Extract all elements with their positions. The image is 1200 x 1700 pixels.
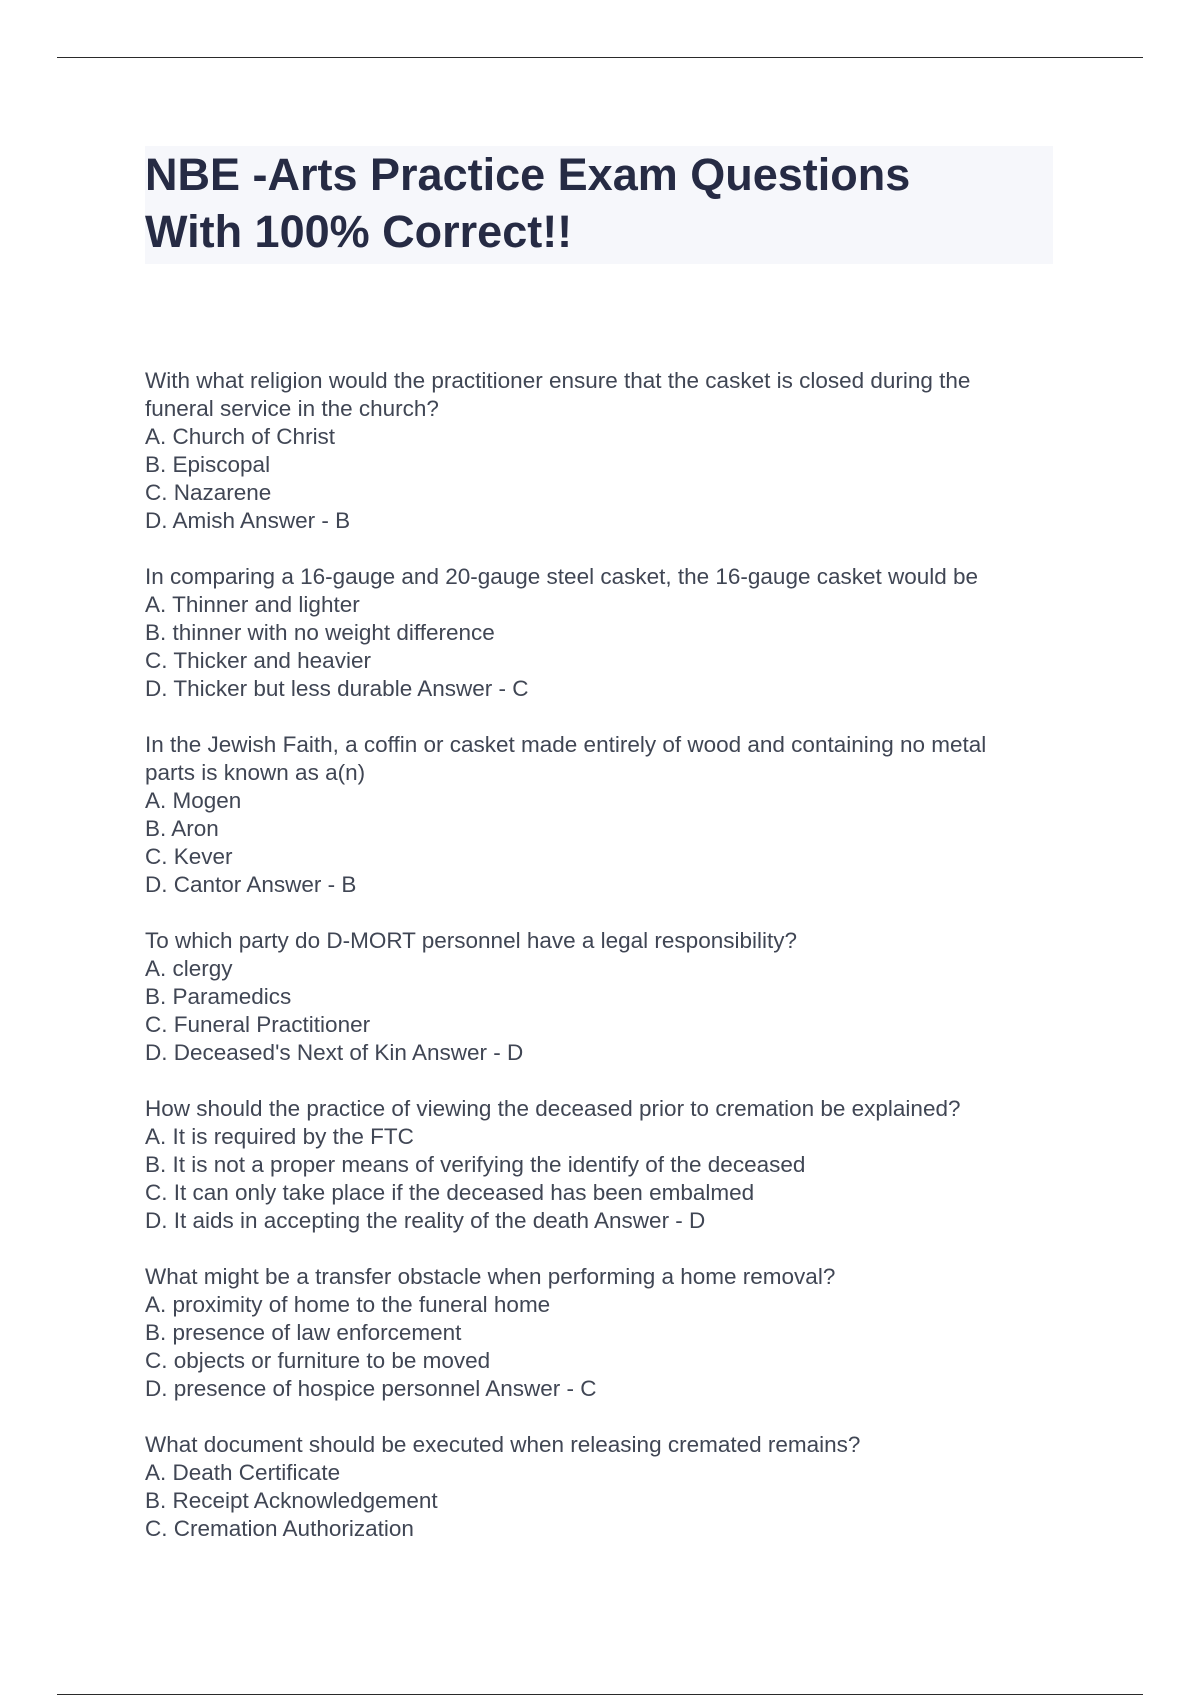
question-prompt: In the Jewish Faith, a coffin or casket made entirely of wood and containing no metal bbox=[145, 732, 987, 757]
question-prompt: What document should be executed when releasing cremated remains? bbox=[145, 1432, 861, 1457]
option-b: B. Receipt Acknowledgement bbox=[145, 1488, 438, 1513]
option-b: B. Paramedics bbox=[145, 984, 292, 1009]
option-d: D. presence of hospice personnel bbox=[145, 1376, 481, 1401]
option-a: A. Church of Christ bbox=[145, 424, 336, 449]
option-c: C. Thicker and heavier bbox=[145, 648, 371, 673]
question-list bbox=[145, 367, 1065, 1571]
option-a: A. It is required by the FTC bbox=[145, 1124, 414, 1149]
option-d-with-answer bbox=[145, 1039, 1065, 1067]
option-b: B. thinner with no weight difference bbox=[145, 620, 495, 645]
bottom-rule bbox=[57, 1694, 1143, 1695]
option-b: B. Aron bbox=[145, 816, 219, 841]
question-prompt: funeral service in the church? bbox=[145, 396, 439, 421]
answer-label: Answer - C bbox=[485, 1376, 597, 1401]
answer-label: Answer - D bbox=[411, 1040, 524, 1065]
option-c: C. Kever bbox=[145, 844, 233, 869]
question-prompt: To which party do D-MORT personnel have a legal responsibility? bbox=[145, 928, 797, 953]
option-c: C. It can only take place if the deceased has been embalmed bbox=[145, 1180, 755, 1205]
option-b: B. Episcopal bbox=[145, 452, 271, 477]
option-b: B. presence of law enforcement bbox=[145, 1320, 462, 1345]
title-line-2: With 100% Correct!! bbox=[145, 206, 573, 257]
answer-label: Answer - B bbox=[246, 872, 357, 897]
option-a: A. clergy bbox=[145, 956, 233, 981]
option-c: C. Nazarene bbox=[145, 480, 272, 505]
option-b: B. It is not a proper means of verifying the identify of the deceased bbox=[145, 1152, 806, 1177]
option-d-with-answer bbox=[145, 1207, 1065, 1235]
answer-label: Answer - D bbox=[594, 1208, 706, 1233]
question-5 bbox=[145, 1095, 1065, 1235]
question-3 bbox=[145, 731, 1065, 899]
option-d-with-answer bbox=[145, 675, 1065, 703]
answer-label: Answer - C bbox=[417, 676, 529, 701]
question-6 bbox=[145, 1263, 1065, 1403]
top-rule bbox=[57, 57, 1143, 58]
question-prompt: With what religion would the practitioner ensure that the casket is closed during the bbox=[145, 368, 971, 393]
question-4 bbox=[145, 927, 1065, 1067]
option-c: C. Funeral Practitioner bbox=[145, 1012, 371, 1037]
question-prompt: parts is known as a(n) bbox=[145, 760, 366, 785]
option-c: C. objects or furniture to be moved bbox=[145, 1348, 491, 1373]
option-d: D. It aids in accepting the reality of the death bbox=[145, 1208, 590, 1233]
answer-label: Answer - B bbox=[240, 508, 351, 533]
option-d: D. Cantor bbox=[145, 872, 242, 897]
question-prompt: In comparing a 16-gauge and 20-gauge steel casket, the 16-gauge casket would be bbox=[145, 564, 979, 589]
question-7 bbox=[145, 1431, 1065, 1543]
option-d-with-answer bbox=[145, 1375, 1065, 1403]
option-a: A. proximity of home to the funeral home bbox=[145, 1292, 551, 1317]
option-d: D. Deceased's Next of Kin bbox=[145, 1040, 407, 1065]
question-prompt: How should the practice of viewing the deceased prior to cremation be explained? bbox=[145, 1096, 961, 1121]
document-title bbox=[145, 146, 1053, 264]
option-a: A. Thinner and lighter bbox=[145, 592, 360, 617]
option-d-with-answer bbox=[145, 507, 1065, 535]
option-c: C. Cremation Authorization bbox=[145, 1516, 414, 1541]
question-2 bbox=[145, 563, 1065, 703]
option-d-with-answer bbox=[145, 871, 1065, 899]
option-a: A. Death Certificate bbox=[145, 1460, 341, 1485]
question-1 bbox=[145, 367, 1065, 535]
title-line-1: NBE -Arts Practice Exam Questions bbox=[145, 149, 911, 200]
option-d: D. Amish bbox=[145, 508, 236, 533]
option-a: A. Mogen bbox=[145, 788, 242, 813]
option-d: D. Thicker but less durable bbox=[145, 676, 413, 701]
question-prompt: What might be a transfer obstacle when performing a home removal? bbox=[145, 1264, 836, 1289]
